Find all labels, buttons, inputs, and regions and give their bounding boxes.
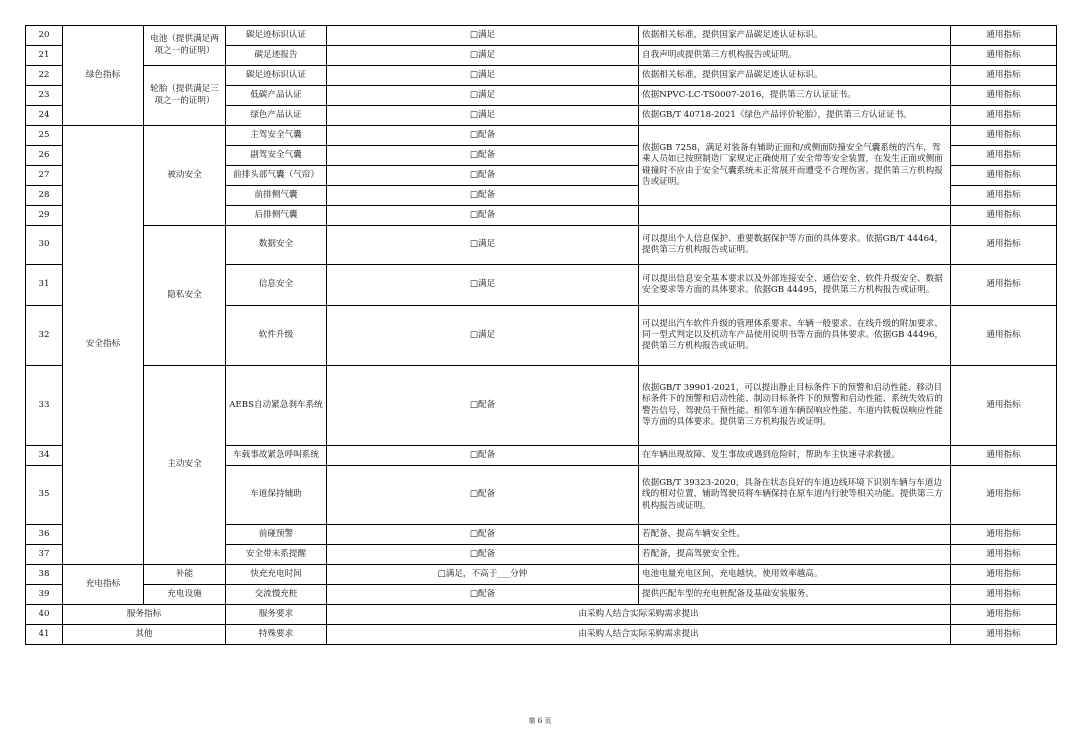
table-row (26, 26, 1057, 46)
description-cell (639, 206, 951, 226)
description-cell: 依据GB 7258，满足对装备有辅助正面和/或侧面防撞安全气囊系统的汽车，驾乘人员如已按照制造厂家规定正确使用了安全带等安全装置，在发生正面或侧面碰撞时不应由于安全气囊系统未正常展开而遭受不合理伤害。提供第三方机构报告或证明。 (639, 126, 951, 206)
description-cell: 可以提出个人信息保护、重要数据保护等方面的具体要求。依据GB/T 44464，提供第三方机构报告或证明。 (639, 226, 951, 265)
table-row (26, 565, 1057, 585)
requirement-cell: □配备 (327, 585, 639, 605)
requirement-cell: 由采购人结合实际采购需求提出 (327, 625, 951, 645)
requirement-cell: □满足 (327, 265, 639, 306)
row-number: 32 (26, 306, 63, 366)
item-cell: 软件升级 (226, 306, 327, 366)
item-cell: 车道保持辅助 (226, 466, 327, 525)
type-cell: 通用指标 (951, 545, 1057, 565)
requirement-cell: □满足 (327, 306, 639, 366)
type-cell: 通用指标 (951, 166, 1057, 186)
row-number: 40 (26, 605, 63, 625)
row-number: 35 (26, 466, 63, 525)
description-cell: 可以提出汽车软件升级的管理体系要求、车辆一般要求、在线升级的附加要求、同一型式判定以及机动车产品使用说明书等方面的具体要求。依据GB 44496，提供第三方机构报告或证明。 (639, 306, 951, 366)
row-number: 22 (26, 66, 63, 86)
page-number: 第 6 页 (528, 717, 552, 725)
subcategory-cell: 隐私安全 (144, 226, 226, 366)
spec-table (25, 25, 1057, 645)
type-cell: 通用指标 (951, 466, 1057, 525)
type-cell: 通用指标 (951, 26, 1057, 46)
requirement-cell: □满足 (327, 226, 639, 265)
row-number: 33 (26, 366, 63, 446)
item-cell: 前排侧气囊 (226, 186, 327, 206)
requirement-cell: □配备 (327, 166, 639, 186)
category-cell: 安全指标 (63, 126, 144, 565)
item-cell: 信息安全 (226, 265, 327, 306)
item-cell: 低碳产品认证 (226, 86, 327, 106)
type-cell: 通用指标 (951, 46, 1057, 66)
type-cell: 通用指标 (951, 146, 1057, 166)
row-number: 30 (26, 226, 63, 265)
description-cell: 若配备，提高驾驶安全性。 (639, 545, 951, 565)
subcategory-cell: 充电设施 (144, 585, 226, 605)
requirement-cell: □配备 (327, 446, 639, 466)
item-cell: 安全带未系提醒 (226, 545, 327, 565)
description-cell: 依据GB/T 39901-2021，可以提出静止目标条件下的预警和启动性能、移动目标条件下的预警和启动性能、制动目标条件下的预警和启动性能、系统失效后的警告信号、驾驶员干预性能、相邻车道车辆误响应性能、车道内铁板误响应性能等方面的具体要求。提供第三方机构报告或证明。 (639, 366, 951, 446)
table-row (26, 625, 1057, 645)
category-cell: 其他 (63, 625, 226, 645)
row-number: 21 (26, 46, 63, 66)
requirement-cell: □配备 (327, 126, 639, 146)
description-cell: 自我声明或提供第三方机构报告或证明。 (639, 46, 951, 66)
requirement-cell: □配备 (327, 206, 639, 226)
requirement-cell: □满足 (327, 86, 639, 106)
description-cell: 依据GB/T 39323-2020，具备在状态良好的车道边线环境下识别车辆与车道边线的相对位置，辅助驾驶员将车辆保持在原车道内行驶等相关功能。提供第三方机构报告或证明。 (639, 466, 951, 525)
row-number: 28 (26, 186, 63, 206)
item-cell: 主驾安全气囊 (226, 126, 327, 146)
item-cell: 碳足迹报告 (226, 46, 327, 66)
type-cell: 通用指标 (951, 366, 1057, 446)
row-number: 41 (26, 625, 63, 645)
item-cell: 碳足迹标识认证 (226, 66, 327, 86)
description-cell: 若配备，提高车辆安全性。 (639, 525, 951, 545)
type-cell: 通用指标 (951, 66, 1057, 86)
item-cell: 交流慢充桩 (226, 585, 327, 605)
requirement-cell: □配备 (327, 186, 639, 206)
category-cell: 充电指标 (63, 565, 144, 605)
type-cell: 通用指标 (951, 306, 1057, 366)
requirement-cell: □满足，不高于___分钟 (327, 565, 639, 585)
type-cell: 通用指标 (951, 106, 1057, 126)
row-number: 29 (26, 206, 63, 226)
type-cell: 通用指标 (951, 585, 1057, 605)
row-number: 39 (26, 585, 63, 605)
requirement-cell: □配备 (327, 466, 639, 525)
row-number: 31 (26, 265, 63, 306)
row-number: 26 (26, 146, 63, 166)
requirement-cell: □满足 (327, 66, 639, 86)
table-row (26, 585, 1057, 605)
item-cell: 副驾安全气囊 (226, 146, 327, 166)
category-cell: 服务指标 (63, 605, 226, 625)
type-cell: 通用指标 (951, 265, 1057, 306)
subcategory-cell: 轮胎（提供满足三项之一的证明） (144, 66, 226, 126)
item-cell: 前碰预警 (226, 525, 327, 545)
table-row (26, 126, 1057, 146)
item-cell: 特殊要求 (226, 625, 327, 645)
row-number: 37 (26, 545, 63, 565)
table-row (26, 366, 1057, 446)
requirement-cell: □满足 (327, 26, 639, 46)
row-number: 23 (26, 86, 63, 106)
requirement-cell: □配备 (327, 366, 639, 446)
requirement-cell: □配备 (327, 146, 639, 166)
type-cell: 通用指标 (951, 86, 1057, 106)
table-row (26, 226, 1057, 265)
description-cell: 依据相关标准，提供国家产品碳足迹认证标识。 (639, 26, 951, 46)
subcategory-cell: 补能 (144, 565, 226, 585)
item-cell: 后排侧气囊 (226, 206, 327, 226)
item-cell: AEBS自动紧急刹车系统 (226, 366, 327, 446)
row-number: 20 (26, 26, 63, 46)
row-number: 27 (26, 166, 63, 186)
row-number: 38 (26, 565, 63, 585)
type-cell: 通用指标 (951, 126, 1057, 146)
item-cell: 快充充电时间 (226, 565, 327, 585)
description-cell: 依据NPVC-LC-TS0007-2016，提供第三方认证证书。 (639, 86, 951, 106)
type-cell: 通用指标 (951, 525, 1057, 545)
row-number: 24 (26, 106, 63, 126)
type-cell: 通用指标 (951, 625, 1057, 645)
item-cell: 数据安全 (226, 226, 327, 265)
row-number: 25 (26, 126, 63, 146)
item-cell: 车载事故紧急呼叫系统 (226, 446, 327, 466)
subcategory-cell: 被动安全 (144, 126, 226, 226)
type-cell: 通用指标 (951, 186, 1057, 206)
category-cell: 绿色指标 (63, 26, 144, 126)
requirement-cell: □配备 (327, 525, 639, 545)
requirement-cell: 由采购人结合实际采购需求提出 (327, 605, 951, 625)
table-row (26, 605, 1057, 625)
type-cell: 通用指标 (951, 206, 1057, 226)
item-cell: 服务要求 (226, 605, 327, 625)
type-cell: 通用指标 (951, 446, 1057, 466)
type-cell: 通用指标 (951, 565, 1057, 585)
item-cell: 碳足迹标识认证 (226, 26, 327, 46)
type-cell: 通用指标 (951, 226, 1057, 265)
subcategory-cell: 主动安全 (144, 366, 226, 565)
row-number: 36 (26, 525, 63, 545)
requirement-cell: □配备 (327, 545, 639, 565)
requirement-cell: □满足 (327, 106, 639, 126)
row-number: 34 (26, 446, 63, 466)
description-cell: 依据GB/T 40718-2021《绿色产品评价轮胎》，提供第三方认证证书。 (639, 106, 951, 126)
description-cell: 提供匹配车型的充电桩配备及基础安装服务。 (639, 585, 951, 605)
description-cell: 电池电量充电区间，充电越快，使用效率越高。 (639, 565, 951, 585)
item-cell: 前排头部气囊（气帘） (226, 166, 327, 186)
description-cell: 在车辆出现故障、发生事故或遇到危险时，帮助车主快速寻求救援。 (639, 446, 951, 466)
type-cell: 通用指标 (951, 605, 1057, 625)
description-cell: 依据相关标准，提供国家产品碳足迹认证标识。 (639, 66, 951, 86)
subcategory-cell: 电池（提供满足两项之一的证明） (144, 26, 226, 66)
requirement-cell: □满足 (327, 46, 639, 66)
item-cell: 绿色产品认证 (226, 106, 327, 126)
description-cell: 可以提出信息安全基本要求以及外部连接安全、通信安全、软件升级安全、数据安全要求等方面的具体要求。依据GB 44495，提供第三方机构报告或证明。 (639, 265, 951, 306)
table-row (26, 66, 1057, 86)
